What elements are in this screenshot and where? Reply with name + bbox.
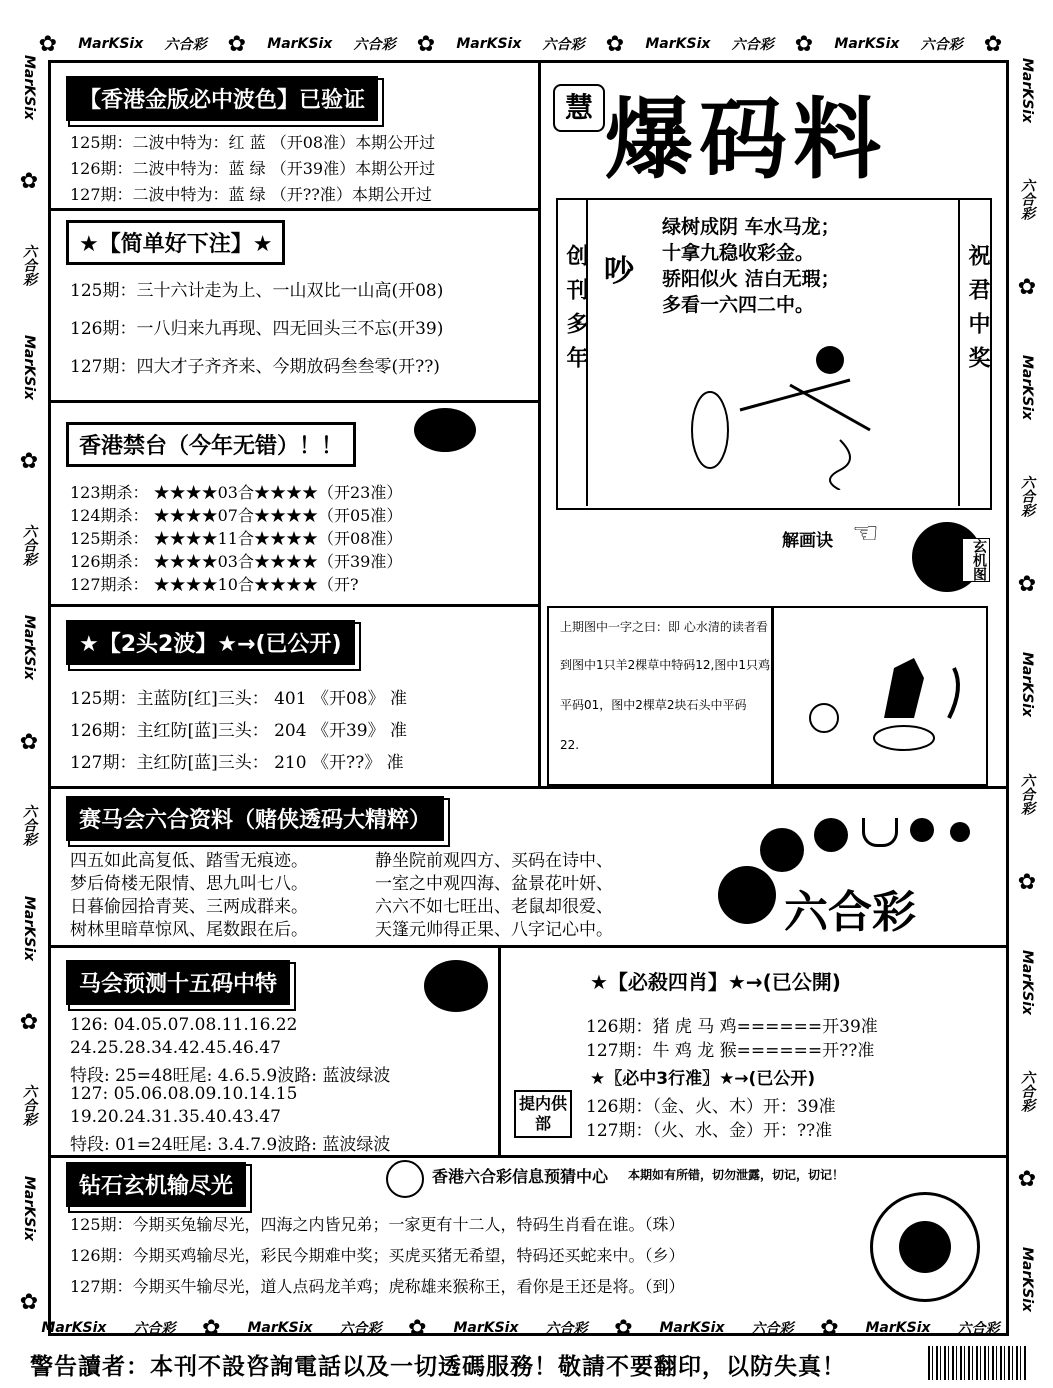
marksix-label: MarKSix	[453, 1320, 519, 1336]
logo-circle	[950, 822, 970, 842]
flower-icon: ✿	[408, 1315, 427, 1341]
flower-icon: ✿	[1017, 274, 1037, 300]
flower-icon: ✿	[416, 31, 436, 57]
liuhe-label: 六合彩	[1019, 772, 1035, 815]
marksix-label: MarKSix	[21, 334, 37, 401]
kill-line: 127期：牛 鸡 龙 猴======开??准	[586, 1041, 875, 1061]
logo-circle	[760, 828, 804, 872]
liuhe-label: 六合彩	[133, 1321, 176, 1337]
predict-line: 126: 04.05.07.08.11.16.22	[70, 1015, 298, 1035]
gold-line: 125期：二波中特为：红 蓝 （开08准）本期公开过	[70, 133, 436, 152]
hint-line: 到图中1只羊2棵草中特码12,图中1只鸡	[560, 658, 770, 672]
seal-text: 玄机图	[962, 538, 990, 582]
liuhe-label: 六合彩	[1019, 475, 1035, 518]
scroll-mark: 吵	[604, 254, 634, 289]
goat-picture-frame	[772, 606, 988, 786]
marksix-label: MarKSix	[645, 36, 711, 52]
forbid-line: 125期杀： ★★★★11合★★★★（开08准）	[70, 529, 403, 548]
flower-icon: ✿	[19, 169, 39, 195]
marksix-label: MarKSix	[21, 54, 37, 120]
kill-line2: 127期：（火、水、金）开：??准	[586, 1121, 833, 1141]
hint-line: 平码01，图中2棵草2块石头中平码	[560, 698, 747, 712]
column-divider	[538, 60, 541, 787]
pointing-hand-icon: ☜	[852, 516, 879, 551]
column-divider	[498, 945, 501, 1155]
marksix-label: MarKSix	[78, 36, 144, 52]
marksix-label: MarKSix	[1019, 1247, 1035, 1313]
diamond-line: 125期：今期买兔输尽光，四海之内皆兄弟；一家更有十二人，特码生肖看在谁。（珠）	[70, 1215, 685, 1234]
liuhe-label: 六合彩	[164, 37, 207, 53]
twohead-line: 127期：主红防[蓝]三头： 210 《开??》 准	[70, 753, 404, 773]
horse-right-line: 一室之中观四海、盆景花叶妍、	[375, 874, 613, 894]
scroll-illustration	[620, 340, 920, 490]
hint-line: 上期图中一字之曰：即 心水清的读者看	[560, 620, 768, 634]
liuhe-label: 六合彩	[21, 804, 37, 847]
liuhe-label: 六合彩	[542, 37, 585, 53]
marksix-label: MarKSix	[21, 1175, 37, 1241]
horse-right-line: 静坐院前观四方、买码在诗中、	[375, 851, 613, 871]
kill-line2: 126期：（金、火、木）开：39准	[586, 1097, 836, 1117]
gold-line: 127期：二波中特为：蓝 绿 （开??准）本期公开过	[70, 185, 432, 204]
flower-icon: ✿	[605, 31, 625, 57]
liuhe-label: 六合彩	[353, 37, 396, 53]
hint-line: 22.	[560, 738, 580, 752]
kill-header2: ★〖必中3行准〗★→(已公开)	[590, 1069, 816, 1089]
liuhe-label: 六合彩	[21, 523, 37, 566]
top-border-strip	[28, 30, 1013, 58]
liuhe-label: 六合彩	[957, 1321, 1000, 1337]
right-border-strip	[1012, 30, 1042, 1340]
poem-line: 绿树成阴 车水马龙；	[662, 216, 840, 238]
horse-left-line: 四五如此高复低、踏雪无痕迹。	[70, 851, 308, 871]
section-divider	[48, 604, 540, 607]
marksix-label: MarKSix	[247, 1320, 313, 1336]
barcode	[928, 1346, 1028, 1380]
seal-emblem	[870, 1192, 980, 1302]
horse-right-line: 天篷元帅得正果、八字记心中。	[375, 920, 613, 940]
liuhe-label: 六合彩	[21, 243, 37, 286]
kill-header: ★【必殺四肖】★→(已公開)	[590, 970, 841, 994]
footer-warning: 警告讀者：本刊不設咨詢電話以及一切透碼服務！敬請不要翻印，以防失真！	[30, 1354, 846, 1380]
section-divider	[48, 400, 540, 403]
simple-line: 125期：三十六计走为上、一山双比一山高(开08)	[70, 281, 444, 301]
liuhe-label: 六合彩	[1019, 1070, 1035, 1112]
globe-icon	[424, 960, 488, 1012]
horse-left-line: 日暮偷园拾青荚、三两成群来。	[70, 897, 308, 917]
bauhinia-icon	[899, 1221, 951, 1273]
liuhe-label: 六合彩	[545, 1321, 588, 1337]
horse-left-line: 梦后倚楼无限情、思九叫七八。	[70, 874, 308, 894]
forbid-line: 126期杀： ★★★★03合★★★★（开39准）	[70, 552, 403, 571]
predict-line: 特段: 01=24旺尾: 3.4.7.9波路: 蓝波绿波	[70, 1135, 391, 1155]
scroll-left-text: 创刊多年	[563, 244, 588, 380]
horse-header: 赛马会六合资料（赌侠透码大精粹）	[66, 796, 444, 841]
notice-title: 香港六合彩信息预猜中心	[432, 1167, 609, 1186]
forbid-header: 香港禁台（今年无错）！！	[66, 422, 356, 467]
marksix-label: MarKSix	[865, 1320, 931, 1336]
marksix-label: MarKSix	[267, 36, 333, 52]
crosshair-icon	[386, 1160, 424, 1198]
predict-line: 19.20.24.31.35.40.43.47	[70, 1107, 281, 1127]
diamond-line: 127期：今期买牛输尽光，道人点码龙羊鸡；虎称雄来猴称王，看你是王还是将。（到）	[70, 1277, 685, 1296]
diamond-header: 钻石玄机输尽光	[66, 1162, 246, 1207]
flower-icon: ✿	[1017, 572, 1037, 598]
flower-icon: ✿	[983, 31, 1003, 57]
marksix-label: MarKSix	[834, 36, 900, 52]
flower-icon: ✿	[38, 31, 58, 57]
section-divider	[48, 208, 540, 211]
liuhe-label: 六合彩	[339, 1321, 382, 1337]
marksix-label: MarKSix	[1019, 949, 1035, 1015]
notice-subtitle: 本期如有所错，切勿泄露，切记，切记！	[628, 1168, 845, 1182]
flower-icon: ✿	[19, 729, 39, 755]
flower-icon: ✿	[794, 31, 814, 57]
goat-illustration	[774, 608, 986, 784]
marksix-label: MarKSix	[659, 1320, 725, 1336]
gold-line: 126期：二波中特为：蓝 绿 （开39准）本期公开过	[70, 159, 436, 178]
internal-tag: 提内供部	[514, 1090, 572, 1138]
liuhe-logo-text: 六合彩	[784, 887, 916, 938]
fish-icon	[414, 408, 476, 452]
logo-circle	[862, 818, 898, 847]
horse-left-line: 树林里暗草惊风、尾数跟在后。	[70, 920, 308, 940]
forbid-line: 123期杀： ★★★★03合★★★★（开23准）	[70, 483, 403, 502]
flower-icon: ✿	[614, 1315, 633, 1341]
marksix-label: MarKSix	[456, 36, 522, 52]
marksix-label: MarKSix	[1019, 652, 1035, 718]
predict-line: 127: 05.06.08.09.10.14.15	[70, 1084, 298, 1104]
marksix-label: MarKSix	[1019, 57, 1035, 123]
predict-header: 马会预测十五码中特	[66, 960, 290, 1005]
simple-header: ★【简单好下注】★	[66, 220, 285, 265]
marksix-label: MarKSix	[21, 895, 37, 961]
forbid-line: 124期杀： ★★★★07合★★★★（开05准）	[70, 506, 403, 525]
poem-line: 十拿九稳收彩金。	[662, 242, 815, 264]
kill-line: 126期：猪 虎 马 鸡======开39准	[586, 1017, 878, 1037]
liuhe-label: 六合彩	[920, 37, 963, 53]
predict-line: 24.25.28.34.42.45.46.47	[70, 1038, 281, 1058]
liuhe-label: 六合彩	[731, 37, 774, 53]
diamond-line: 126期：今期买鸡输尽光，彩民今期难中奖；买虎买猪无希望，特码还买蛇来中。（乡）	[70, 1246, 685, 1265]
logo-circle	[910, 818, 934, 842]
logo-circle	[718, 866, 776, 924]
simple-line: 126期：一八归来九再现、四无回头三不忘(开39)	[70, 319, 444, 339]
twohead-line: 125期：主蓝防[红]三头： 401 《开08》 准	[70, 689, 408, 709]
marksix-label: MarKSix	[41, 1320, 107, 1336]
jiehua-label: 解画诀	[782, 531, 833, 551]
page-title: 爆码料	[605, 88, 888, 191]
flower-icon: ✿	[19, 1290, 39, 1316]
section-divider	[48, 945, 1006, 948]
marksix-label: MarKSix	[21, 615, 37, 681]
marksix-label: MarKSix	[1019, 354, 1035, 421]
flower-icon: ✿	[19, 1009, 39, 1035]
left-border-strip	[14, 30, 44, 1340]
flower-icon: ✿	[1017, 1167, 1037, 1193]
forbid-line: 127期杀： ★★★★10合★★★★（开?	[70, 575, 359, 594]
liuhe-label: 六合彩	[21, 1084, 37, 1127]
flower-icon: ✿	[19, 449, 39, 475]
poem-line: 多看一六四二中。	[662, 294, 815, 316]
logo-circle	[814, 818, 848, 852]
poem-line: 骄阳似火 洁白无瑕；	[662, 268, 840, 290]
twohead-line: 126期：主红防[蓝]三头： 204 《开39》 准	[70, 721, 408, 741]
twohead-header: ★【2头2波】★→(已公开)	[66, 620, 355, 665]
flower-icon: ✿	[202, 1315, 221, 1341]
liuhe-label: 六合彩	[1019, 177, 1035, 220]
flower-icon: ✿	[227, 31, 247, 57]
predict-line: 特段: 25=48旺尾: 4.6.5.9波路: 蓝波绿波	[70, 1066, 391, 1086]
flower-icon: ✿	[1017, 869, 1037, 895]
horse-right-line: 六六不如七旺出、老鼠却很爱、	[375, 897, 613, 917]
simple-line: 127期：四大才子齐齐来、今期放码叁叁零(开??)	[70, 357, 440, 377]
gold-header: 【香港金版必中波色】已验证	[66, 76, 378, 121]
title-badge: 慧	[553, 84, 605, 132]
scroll-poem	[662, 214, 840, 318]
scroll-right-text: 祝君中奖	[965, 244, 990, 380]
section-divider	[48, 1155, 1006, 1158]
liuhe-label: 六合彩	[751, 1321, 794, 1337]
flower-icon: ✿	[820, 1315, 839, 1341]
